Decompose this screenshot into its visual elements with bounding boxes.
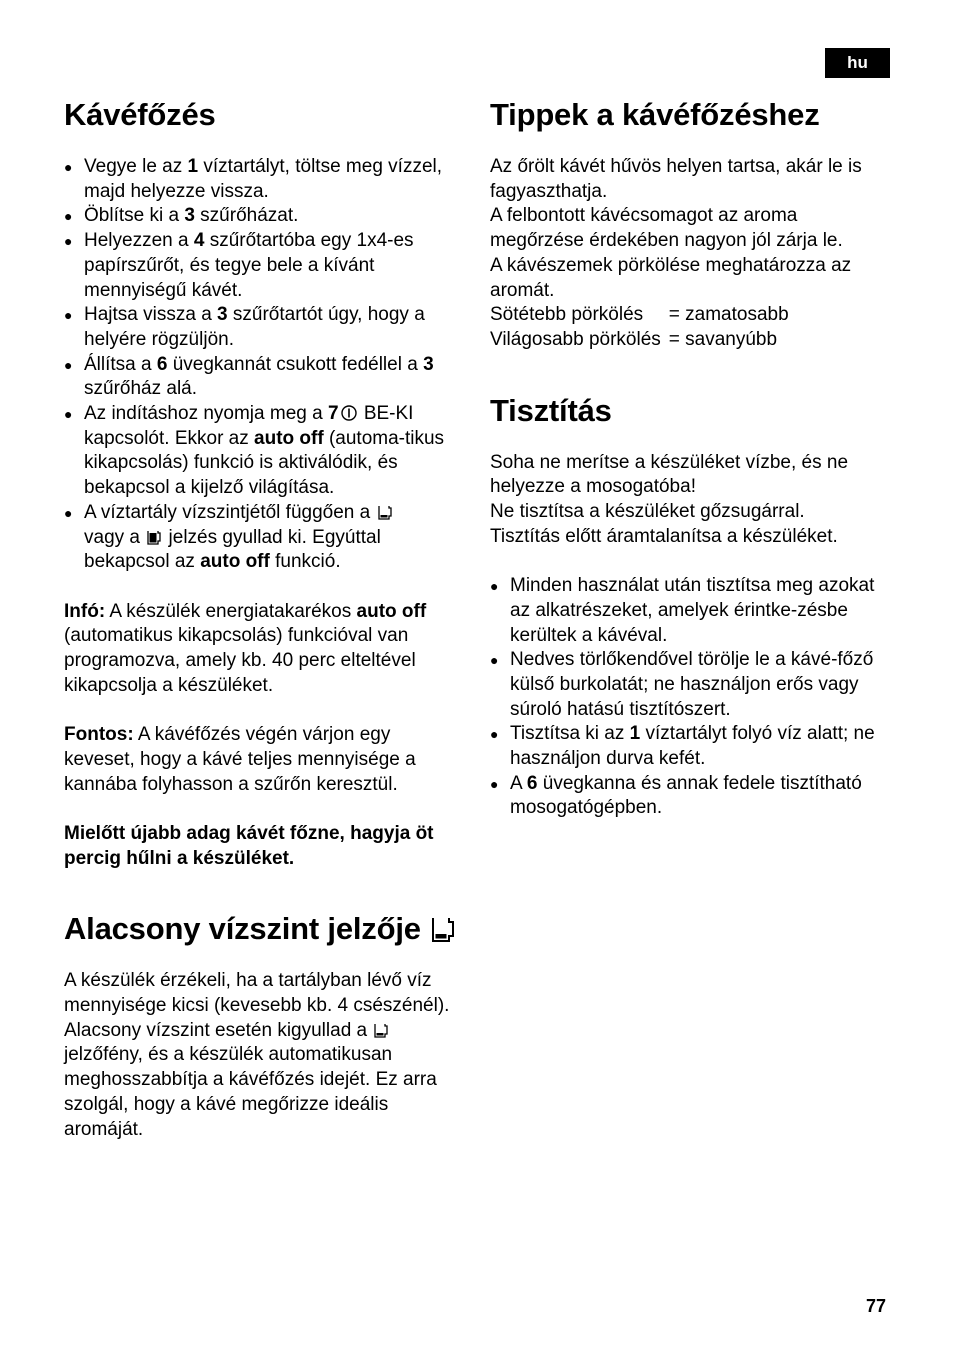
coffee-making-steps [64,155,466,575]
cooldown-warning: Mielőtt újabb adag kávét főzne, hagyja öt percig hűlni a készüléket. [64,822,434,869]
water-level-low-icon [431,915,455,943]
cleaning-intro: Soha ne merítse a készüléket vízbe, és ne helyezze a mosogatóba! [490,451,849,498]
important-note: Fontos: A kávéfőzés végén várjon egy keveset, hogy a kávé teljes mennyisége a kannába folyhasson a szűrőn keresztül. [64,724,416,795]
page-number: 77 [866,1296,887,1316]
info-note: Infó: A készülék energiatakarékos auto off (automatikus kikapcsolás) funkcióval van programozva, amely kb. 40 perc elteltével kikapcsolja a készüléket. [64,600,427,696]
tip-paragraph: A kávészemek pörkölése meghatározza az aromát. [490,254,852,301]
cleaning-steps [490,574,895,821]
list-item: ● Minden használat után tisztítsa meg azokat az alkatrészeket, amelyek érintke-zésbe kerültek a kávéval. [490,574,895,648]
list-item: ● A víztartály vízszintjétől függően a vagy a jelzés gyullad ki. Egyúttal bekapcsol az auto off funkció. [64,501,466,575]
roast-value: = zamatosabb [668,304,789,326]
tip-paragraph: Az őrölt kávét hűvös helyen tartsa, akár le is fagyaszthatja. [490,156,862,202]
roast-label: Sötétebb pörkölés [490,304,644,326]
water-level-low-icon [374,1022,388,1038]
cleaning-intro: Tisztítás előtt áramtalanítsa a készüléket. [490,525,838,547]
cleaning-intro: Ne tisztítsa a készüléket gőzsugárral. [490,501,805,523]
power-icon [341,405,357,421]
list-item: ● A 6 üvegkanna és annak fedele tisztítható mosogatógépben. [490,772,895,821]
roast-label: Világosabb pörkölés [490,328,661,350]
water-level-low-icon [378,504,392,520]
list-item: ● Vegye le az 1 víztartályt, töltse meg vízzel, majd helyezze vissza. [64,155,466,204]
language-badge: hu [825,48,890,78]
list-item: ● Az indításhoz nyomja meg a 7 BE-KI kapcsolót. Ekkor az auto off (automa-tikus kikapcsolás) funkció is aktiválódik, és bekapcsol a kijelző világítása. [64,402,466,501]
section-title-cleaning: Tisztítás [490,392,612,428]
section-title-tips: Tippek a kávéfőzéshez [490,97,820,132]
list-item: ● Öblítse ki a 3 szűrőházat. [64,204,466,229]
left-column [64,95,466,1142]
list-item: ● Tisztítsa ki az 1 víztartályt folyó víz alatt; ne használjon durva kefét. [490,722,895,771]
low-water-paragraph-2: Alacsony vízszint esetén kigyullad a jelzőfény, és a készülék automatikusan meghosszabbítja a kávéfőzés idejét. Ez arra szolgál, hogy a kávé megőrizze ideális aromáját. [64,1019,437,1140]
water-level-full-icon [147,529,161,545]
tip-paragraph: A felbontott kávécsomagot az aroma megőrzése érdekében nagyon jól zárja le. [490,205,843,252]
roast-value: = savanyúbb [668,328,778,350]
list-item: ● Nedves törlőkendővel törölje le a kávé-főző külső burkolatát; ne használjon erős vagy súroló hatású tisztítószert. [490,648,895,722]
low-water-paragraph-1: A készülék érzékeli, ha a tartályban lévő víz mennyisége kicsi (kevesebb kb. 4 csészénél). [64,970,450,1017]
section-title-coffee-making: Kávéfőzés [64,97,216,132]
roast-table [490,303,895,352]
section-title-low-water: Alacsony vízszint jelzője [64,909,466,949]
list-item: ● Állítsa a 6 üvegkannát csukott fedéllel a 3 szűrőház alá. [64,353,466,402]
list-item: ● Hajtsa vissza a 3 szűrőtartót úgy, hogy a helyére rögzüljön. [64,303,466,352]
list-item: ● Helyezzen a 4 szűrőtartóba egy 1x4-es papírszűrőt, és tegye bele a kívánt mennyiségű kávét. [64,229,466,303]
right-column [490,95,895,821]
